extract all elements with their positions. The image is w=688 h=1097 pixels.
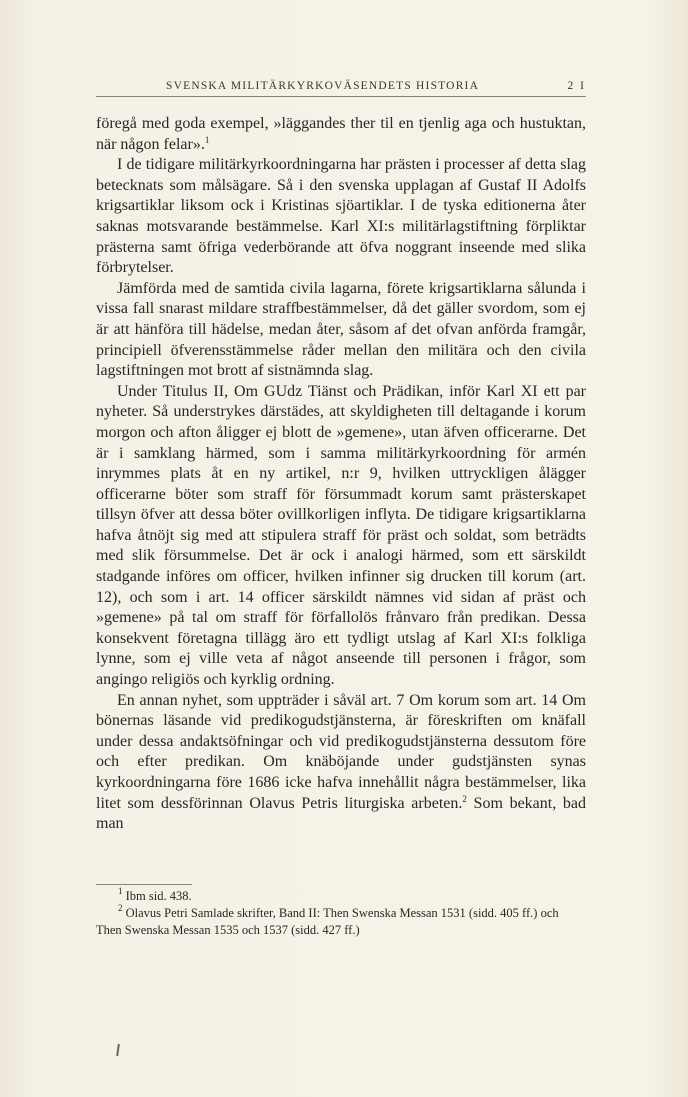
paragraph-4 bbox=[96, 382, 586, 691]
page-header bbox=[96, 80, 586, 97]
footnote-1-text: Ibm sid. 438. bbox=[122, 889, 192, 903]
paragraph-1-text: föregå med goda exempel, »läggandes ther til en tjenlig aga och hustuktan, när någon felar». bbox=[96, 115, 586, 153]
footnotes bbox=[96, 888, 586, 939]
paragraph-1 bbox=[96, 114, 586, 155]
paragraph-5-text: En annan nyhet, som uppträder i såväl art. 7 Om korum som art. 14 Om bönernas läsande vid predikogudstjänsterna, är föreskriften om knäfall under dessa andaktsöfningar och vid predikogudstjänsterna dessutom före och efter predikan. Om knäböjande under gudstjänsten synas kyrkoordningarna före 1686 icke hafva innehållit några bestämmelser, lika litet som dessförinnan Olavus Petris liturgiska arbeten. bbox=[96, 691, 586, 812]
footnote-2-text: Olavus Petri Samlade skrifter, Band II: Then Swenska Messan 1531 (sidd. 405 ff.) och Then Swenska Messan 1535 och 1537 (sidd. 427 ff.) bbox=[96, 906, 559, 937]
page-number: 2 I bbox=[567, 80, 586, 92]
paragraph-4-text: Under Titulus II, Om GUdz Tiänst och Prädikan, inför Karl XI ett par nyheter. Så understrykes därstädes, att skyldigheten till deltagande i korum morgon och afton åligger ej blott de »gemene», utan äfven officerarne. Det är i samklang härmed, som i samma militärkyrkoordning för armén inrymmes plats åt en ny artikel, n:r 9, hvilken uttryckligen ålägger officerarne böter som straff för försummadt korum samt prästerskapet tillsyn öfver att dessa böter ovillkorligen inflyta. De tidigare krigsartiklarna hafva åtnöjt sig med att stipulera straff för präst och soldat, som beträdts med slik försummelse. Det är ock i analogi härmed, som ett särskildt stadgande införes om officer, hvilken infinner sig drucken till korum (art. 12), och som i art. 14 officer särskildt nämnes vid sidan af präst och »gemene» på tal om straff för förfallolös frånvaro från predikan. Dessa konsekvent företagna tillägg äro ett tydligt utslag af Karl XI:s folkliga lynne, som ej ville veta af något anseende till personen i frågor, som angingo religiös och kyrklig ordning. bbox=[96, 382, 586, 689]
running-title: SVENSKA MILITÄRKYRKOVÄSENDETS HISTORIA bbox=[166, 80, 480, 92]
footnote-ref-1: 1 bbox=[204, 134, 210, 145]
footnote-1 bbox=[96, 888, 586, 905]
body-text bbox=[96, 114, 586, 835]
paragraph-3 bbox=[96, 279, 586, 382]
footnote-1-mark: 1 bbox=[118, 886, 123, 896]
footnote-rule bbox=[96, 884, 192, 885]
paragraph-2-text: I de tidigare militärkyrkoordningarna har prästen i processer af detta slag betecknats som målsägare. Så i den svenska upplagan af Gustaf II Adolfs krigsartiklar liksom ock i Kristinas sjöartiklar. I de tyska editionerna åter saknas motsvarande bestämmelse. Karl XI:s militärlagstiftning förpliktar prästerna samt öfriga vederbörande att öfva noggrant inseende med slika förbrytelser. bbox=[96, 156, 586, 277]
footnote-2 bbox=[96, 905, 586, 939]
paragraph-5-tail: Som bekant, bad man bbox=[96, 794, 587, 833]
footnote-ref-2: 2 bbox=[462, 793, 467, 804]
paragraph-2 bbox=[96, 155, 586, 279]
pencil-mark bbox=[116, 1044, 120, 1056]
paragraph-5 bbox=[96, 691, 586, 835]
footnote-2-mark: 2 bbox=[118, 903, 123, 913]
paragraph-3-text: Jämförda med de samtida civila lagarna, förete krigsartiklarna sålunda i vissa fall snarast mildare straffbestämmelser, då det gäller svordom, som ej är att hänföra till hädelse, medan åter, såsom af det ofvan anförda framgår, principiell öfverensstämmelse råder mellan den militära och den civila lagstiftningen mot brott af sistnämnda slag. bbox=[96, 279, 586, 380]
